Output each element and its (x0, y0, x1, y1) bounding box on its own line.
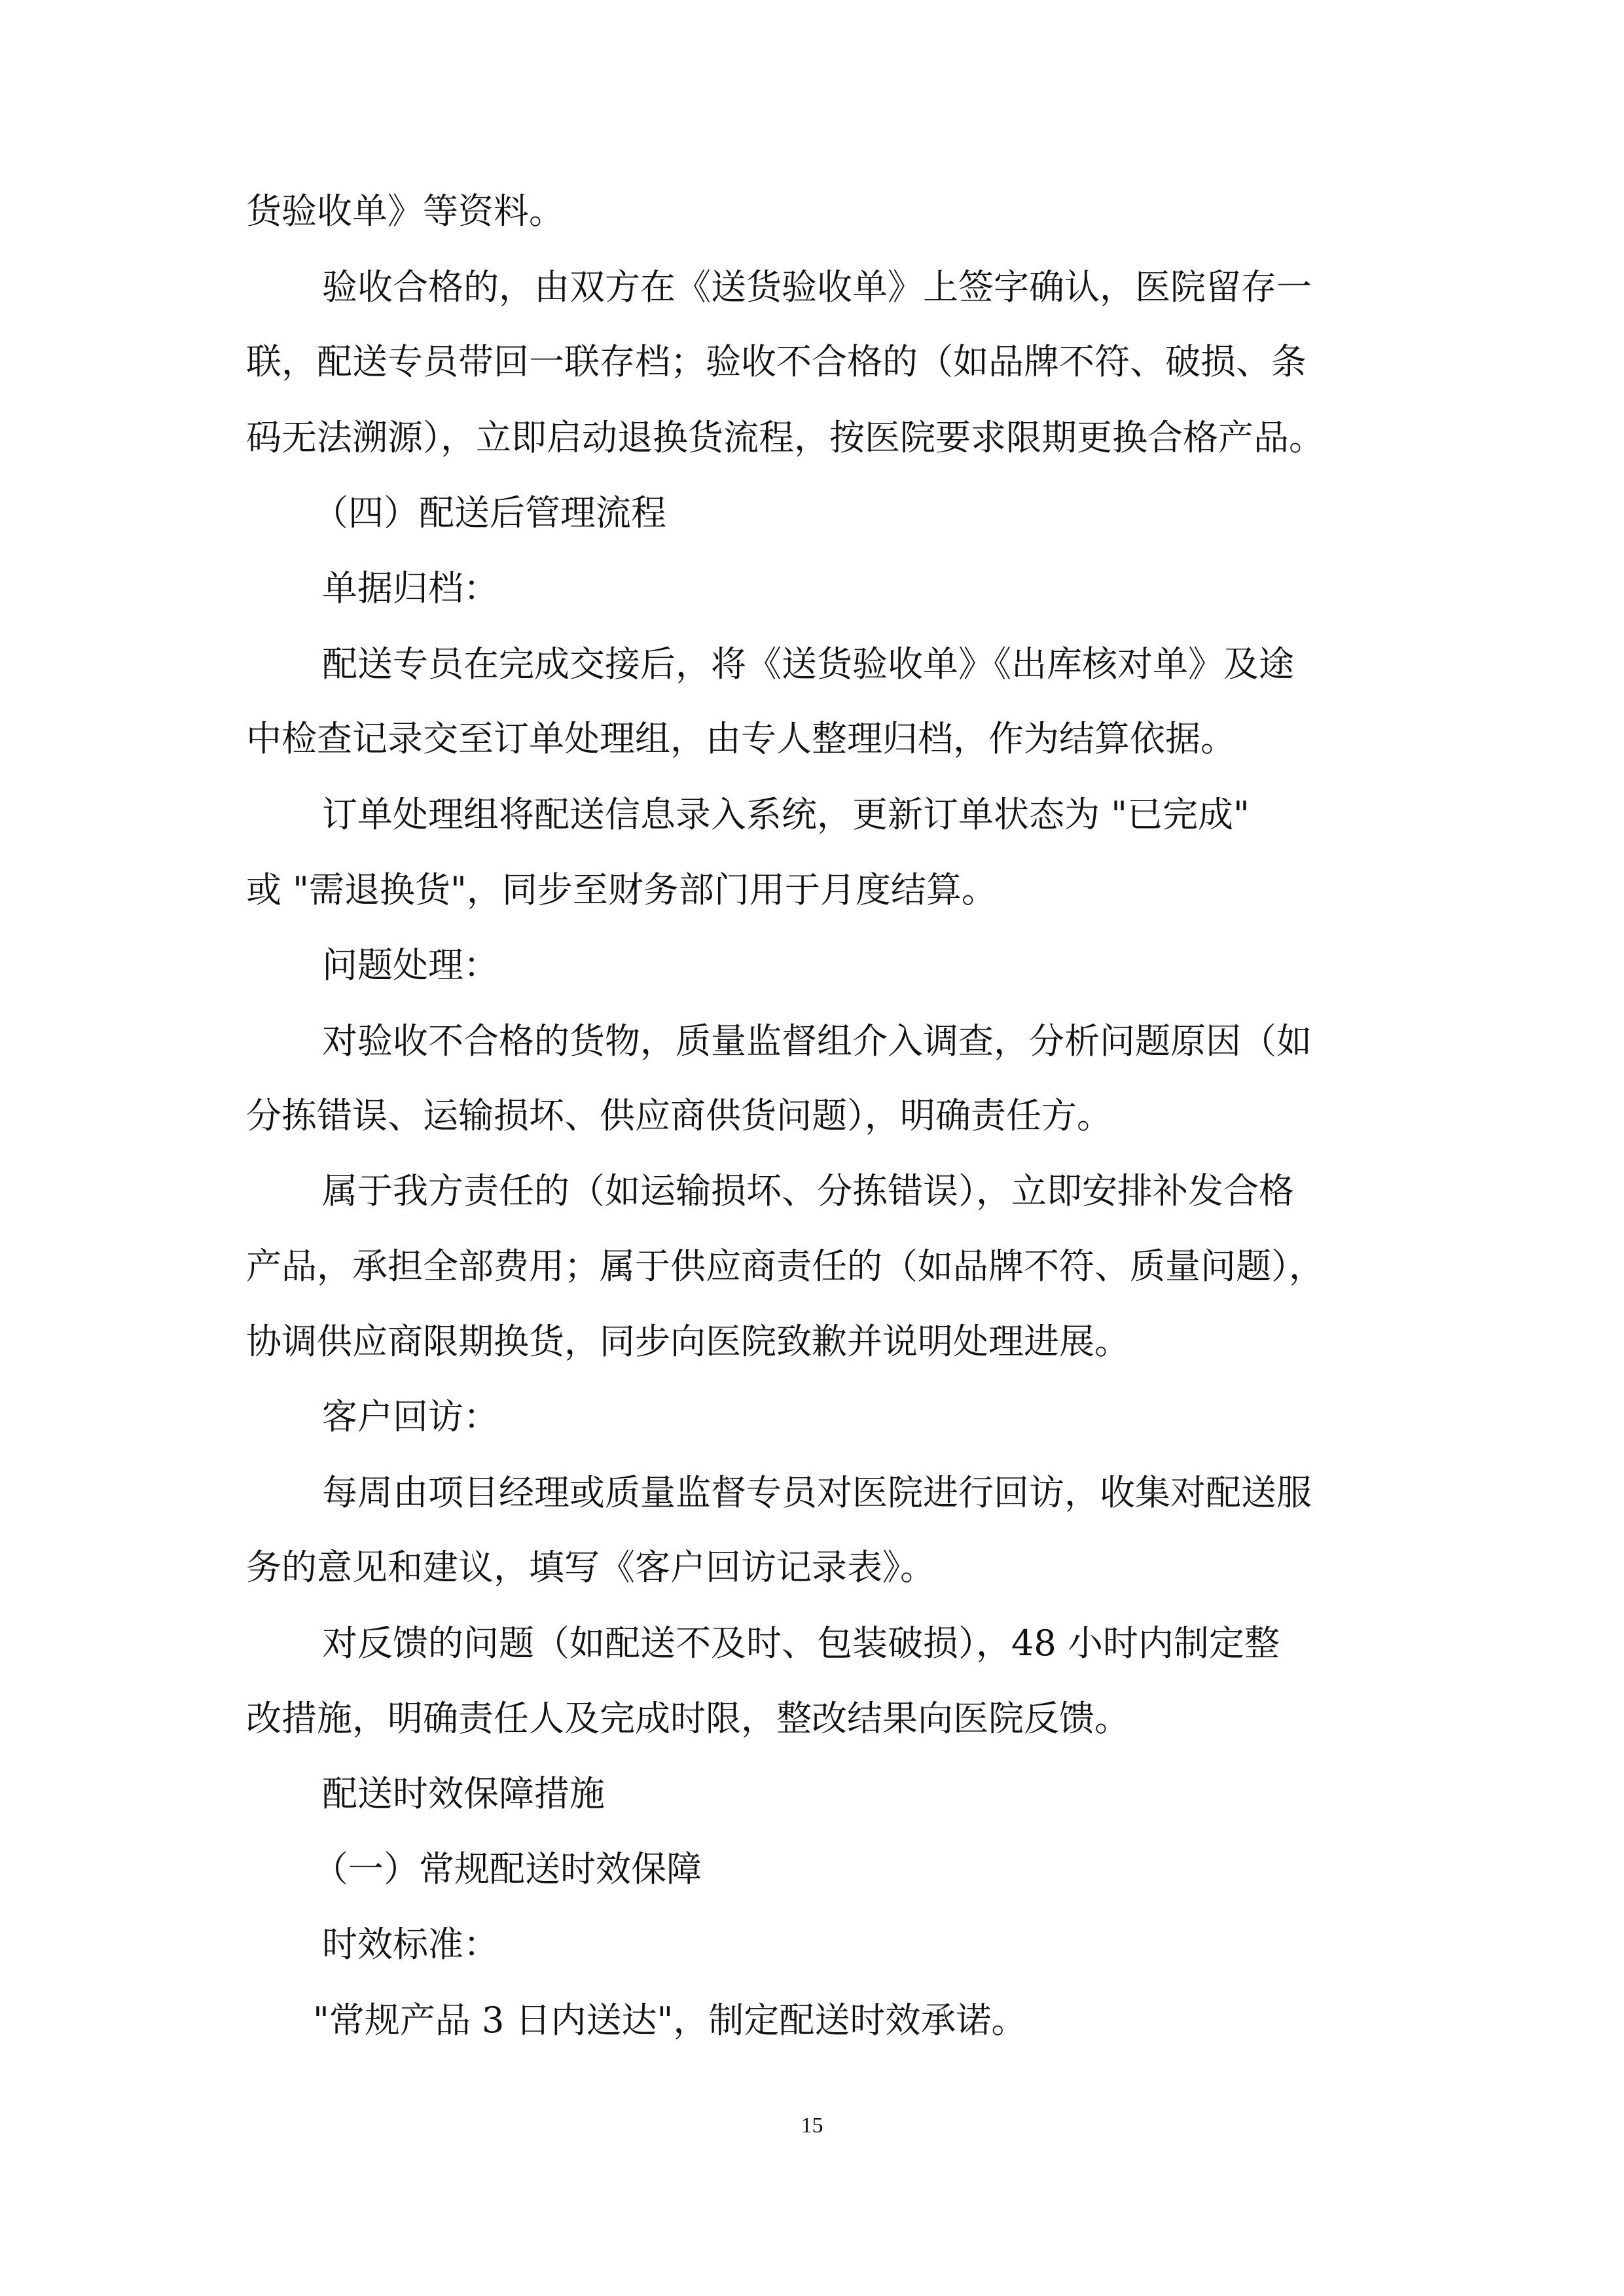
paragraph-line-25: "常规产品 3 日内送达"，制定配送时效承诺。 (313, 2000, 1027, 2041)
subheading-timeliness-standard: 时效标准： (322, 1924, 499, 1965)
paragraph-line-15: 产品，承担全部费用；属于供应商责任的（如品牌不符、质量问题）， (246, 1246, 1324, 1287)
paragraph-line-21: 改措施，明确责任人及完成时限，整改结果向医院反馈。 (246, 1698, 1130, 1739)
section-heading-delivery-timeliness: 配送时效保障措施 (322, 1773, 605, 1814)
subheading-problem-handling: 问题处理： (322, 944, 499, 986)
paragraph-line-20: 对反馈的问题（如配送不及时、包装破损），48 小时内制定整 (322, 1623, 1280, 1664)
section-heading-4: （四）配送后管理流程 (313, 492, 666, 533)
paragraph-line-1: 货验收单》等资料。 (246, 190, 564, 232)
paragraph-line-16: 协调供应商限期换货，同步向医院致歉并说明处理进展。 (246, 1321, 1130, 1362)
paragraph-line-19: 务的意见和建议，填写《客户回访记录表》。 (246, 1547, 935, 1588)
subheading-documents-archive: 单据归档： (322, 567, 499, 609)
paragraph-line-7: 配送专员在完成交接后，将《送货验收单》《出库核对单》及途 (322, 643, 1294, 685)
paragraph-line-3: 联，配送专员带回一联存档；验收不合格的（如品牌不符、破损、条 (246, 341, 1307, 382)
subheading-customer-follow-up: 客户回访： (322, 1396, 499, 1437)
paragraph-line-14: 属于我方责任的（如运输损坏、分拣错误），立即安排补发合格 (322, 1170, 1294, 1211)
paragraph-line-4: 码无法溯源），立即启动退换货流程，按医院要求限期更换合格产品。 (246, 417, 1324, 458)
paragraph-line-12: 对验收不合格的货物，质量监督组介入调查，分析问题原因（如 (322, 1020, 1312, 1062)
paragraph-line-2: 验收合格的，由双方在《送货验收单》上签字确认，医院留存一 (322, 266, 1312, 308)
paragraph-line-9: 订单处理组将配送信息录入系统，更新订单状态为 "已完成" (322, 794, 1250, 835)
page-number: 15 (801, 2113, 823, 2138)
section-heading-regular-timeliness: （一）常规配送时效保障 (313, 1848, 702, 1890)
paragraph-line-18: 每周由项目经理或质量监督专员对医院进行回访，收集对配送服 (322, 1472, 1312, 1513)
paragraph-line-13: 分拣错误、运输损坏、供应商供货问题），明确责任方。 (246, 1095, 1112, 1136)
paragraph-line-8: 中检查记录交至订单处理组，由专人整理归档，作为结算依据。 (246, 718, 1236, 759)
paragraph-line-10: 或 "需退换货"，同步至财务部门用于月度结算。 (246, 869, 997, 910)
